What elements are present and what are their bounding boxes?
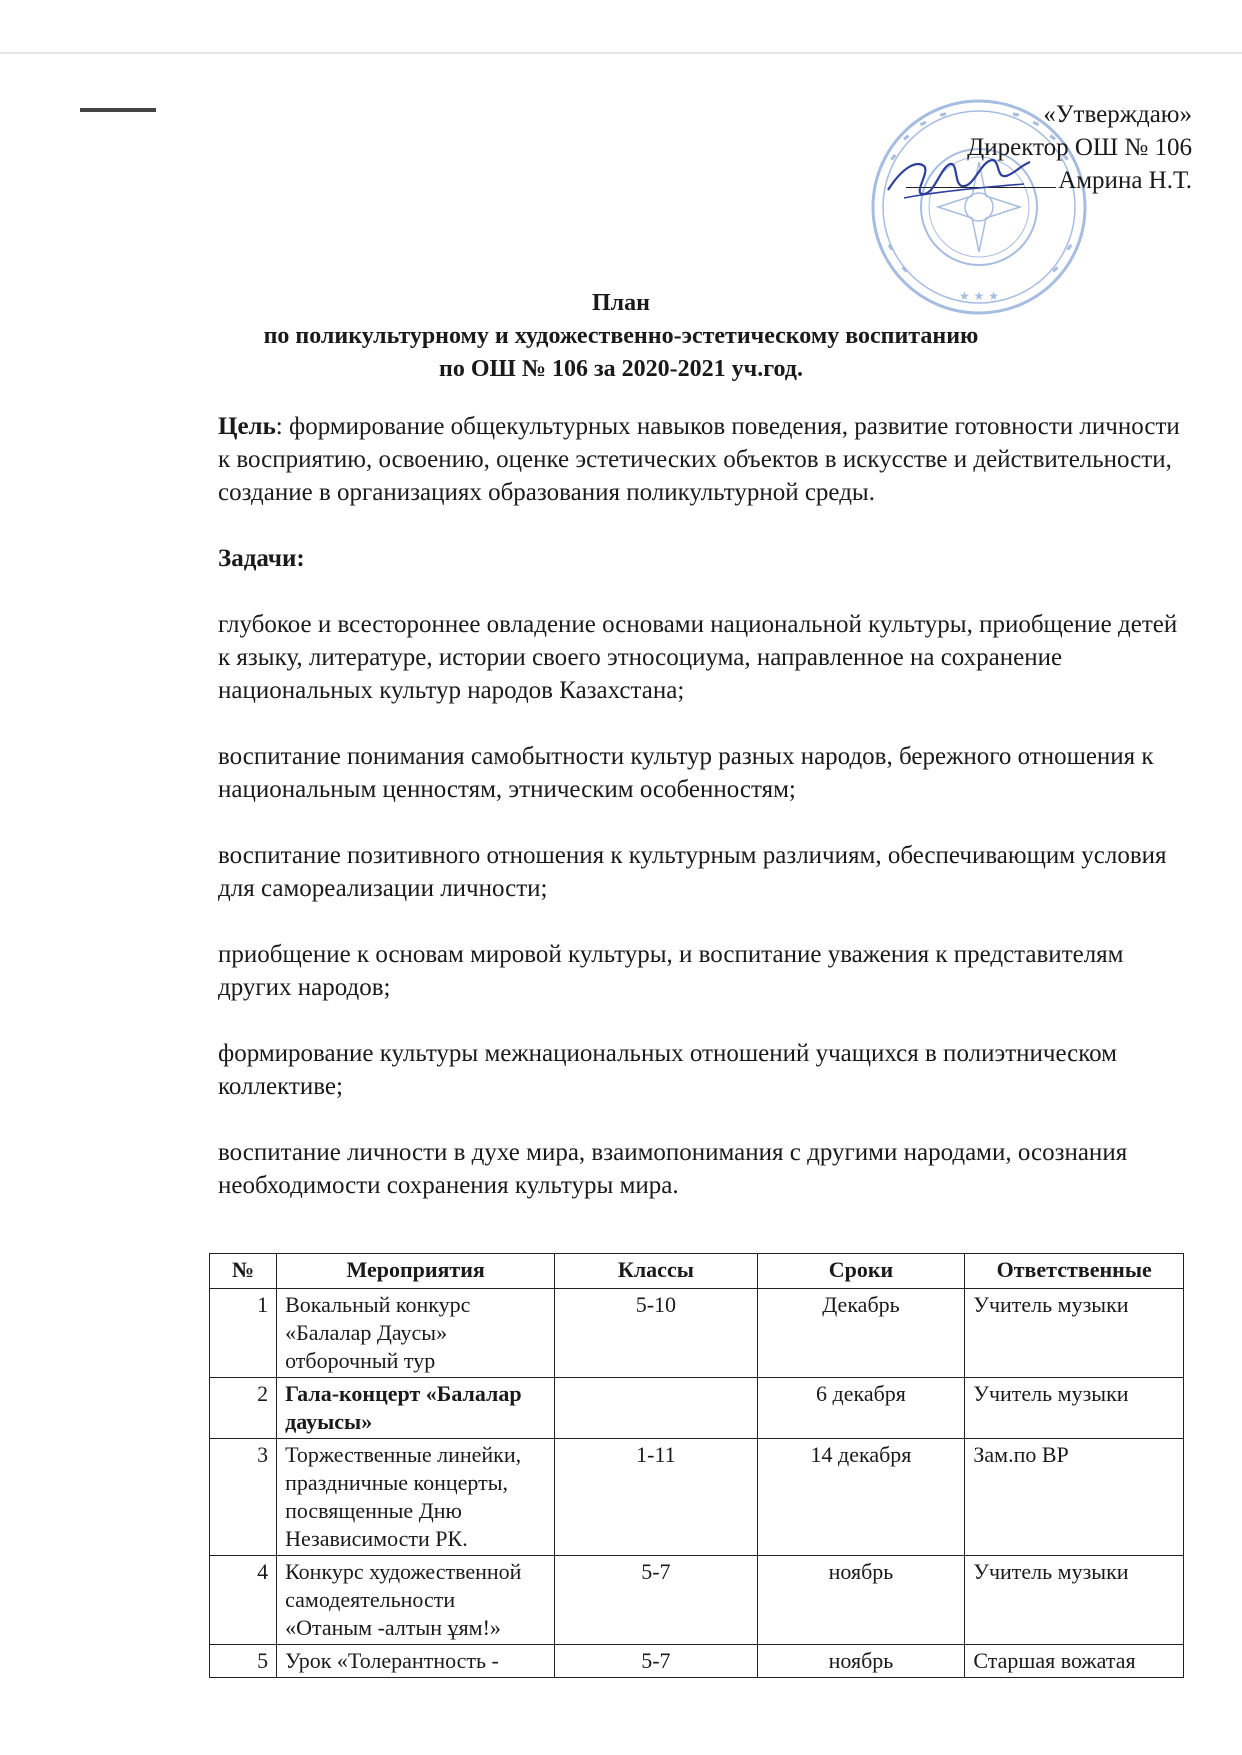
task-item: глубокое и всестороннее овладение основами национальной культуры, приобщение детей к языку, литературе, истории своего этносоциума, направленное на сохранение национальных культур народов Казахстана; bbox=[218, 611, 1178, 704]
row-number: 2 bbox=[210, 1378, 277, 1439]
scan-mark bbox=[80, 108, 156, 112]
header-term: Сроки bbox=[757, 1254, 965, 1289]
goal-paragraph bbox=[218, 410, 1188, 509]
row-term: 14 декабря bbox=[757, 1439, 965, 1556]
table-row bbox=[210, 1556, 1184, 1645]
task-item: воспитание личности в духе мира, взаимопонимания с другими народами, осознания необходимости сохранения культуры мира. bbox=[218, 1139, 1128, 1199]
header-classes: Классы bbox=[555, 1254, 757, 1289]
director-signature bbox=[884, 148, 1034, 208]
table-row bbox=[210, 1645, 1184, 1678]
tasks-heading: Задачи: bbox=[218, 545, 305, 572]
row-classes: 5-7 bbox=[555, 1645, 757, 1678]
header-responsible: Ответственные bbox=[965, 1254, 1184, 1289]
row-classes bbox=[555, 1378, 757, 1439]
row-number: 4 bbox=[210, 1556, 277, 1645]
row-number: 5 bbox=[210, 1645, 277, 1678]
row-classes: 5-10 bbox=[555, 1289, 757, 1378]
row-term: ноябрь bbox=[757, 1556, 965, 1645]
events-table bbox=[209, 1253, 1184, 1678]
task-item: приобщение к основам мировой культуры, и воспитание уважения к представителям других народов; bbox=[218, 941, 1124, 1001]
header-events: Мероприятия bbox=[277, 1254, 555, 1289]
row-responsible: Зам.по ВР bbox=[965, 1439, 1184, 1556]
row-term: 6 декабря bbox=[757, 1378, 965, 1439]
title-line-1: План bbox=[592, 290, 650, 316]
title-line-2: по поликультурному и художественно-эстетическому воспитанию bbox=[263, 323, 979, 349]
page-edge bbox=[0, 52, 1242, 54]
row-responsible: Старшая вожатая bbox=[965, 1645, 1184, 1678]
svg-text:★ ★ ★: ★ ★ ★ bbox=[959, 289, 999, 303]
row-event: Вокальный конкурс «Балалар Даусы» отборочный тур bbox=[277, 1289, 555, 1378]
approval-line-2: Директор ОШ № 106 bbox=[967, 134, 1192, 161]
row-number: 1 bbox=[210, 1289, 277, 1378]
row-number: 3 bbox=[210, 1439, 277, 1556]
document-body bbox=[218, 410, 1188, 1235]
approval-line-1: «Утверждаю» bbox=[1043, 101, 1192, 128]
goal-label: Цель bbox=[218, 413, 276, 440]
title-line-3: по ОШ № 106 за 2020-2021 уч.год. bbox=[439, 356, 803, 382]
table-row bbox=[210, 1378, 1184, 1439]
director-name: Амрина Н.Т. bbox=[1058, 167, 1192, 194]
task-item: воспитание позитивного отношения к культурным различиям, обеспечивающим условия для самореализации личности; bbox=[218, 842, 1167, 902]
table-row bbox=[210, 1439, 1184, 1556]
row-classes: 1-11 bbox=[555, 1439, 757, 1556]
table-header-row bbox=[210, 1254, 1184, 1289]
row-responsible: Учитель музыки bbox=[965, 1556, 1184, 1645]
task-item: формирование культуры межнациональных отношений учащихся в полиэтническом коллективе; bbox=[218, 1040, 1117, 1100]
row-classes: 5-7 bbox=[555, 1556, 757, 1645]
row-event: Конкурс художественной самодеятельности «Отаным -алтын ұям!» bbox=[277, 1556, 555, 1645]
row-responsible: Учитель музыки bbox=[965, 1378, 1184, 1439]
task-item: воспитание понимания самобытности культур разных народов, бережного отношения к национальным ценностям, этническим особенностям; bbox=[218, 743, 1154, 803]
goal-text: : формирование общекультурных навыков поведения, развитие готовности личности к восприятию, освоению, оценке эстетических объектов в искусстве и действительности, создание в организациях образования поликультурной среды. bbox=[218, 413, 1180, 506]
row-term: ноябрь bbox=[757, 1645, 965, 1678]
table-row bbox=[210, 1289, 1184, 1378]
row-term: Декабрь bbox=[757, 1289, 965, 1378]
row-responsible: Учитель музыки bbox=[965, 1289, 1184, 1378]
row-event: Гала-концерт «Балалар дауысы» bbox=[277, 1378, 555, 1439]
header-number: № bbox=[210, 1254, 277, 1289]
row-event: Урок «Толерантность - bbox=[277, 1645, 555, 1678]
row-event: Торжественные линейки, праздничные концерты, посвященные Дню Независимости РК. bbox=[277, 1439, 555, 1556]
